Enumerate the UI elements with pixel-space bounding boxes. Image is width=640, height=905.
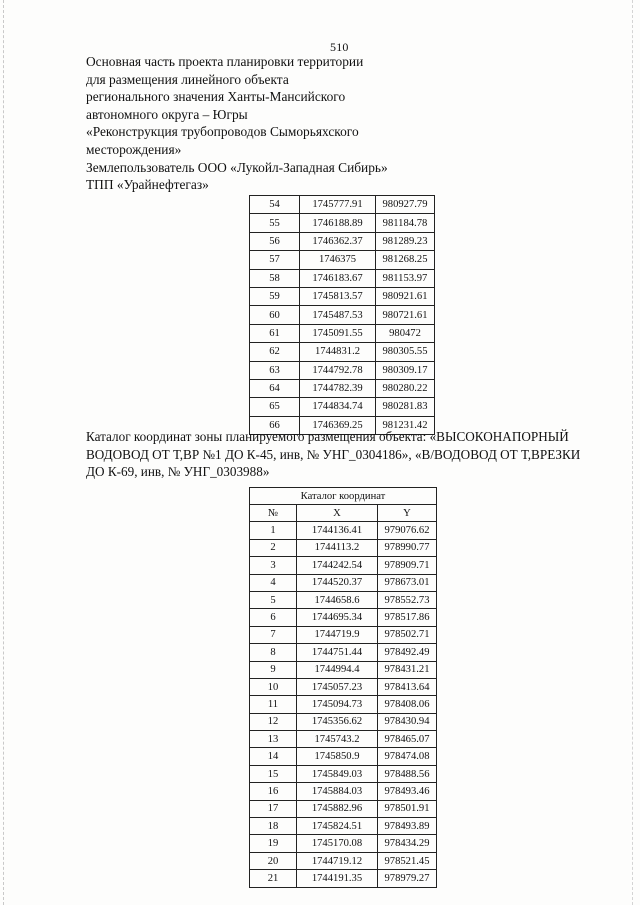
x-coordinate-cell: 1744994.4 <box>297 661 378 678</box>
header-line: Основная часть проекта планировки территории <box>86 54 364 69</box>
point-number-cell: 54 <box>250 196 300 214</box>
table-row <box>250 765 437 782</box>
point-number-cell: 20 <box>250 852 297 869</box>
y-coordinate-cell: 978430.94 <box>378 713 437 730</box>
table-row <box>250 696 437 713</box>
coordinates-table-continued <box>249 195 435 435</box>
point-number-cell: 58 <box>250 269 300 287</box>
point-number-cell: 7 <box>250 626 297 643</box>
header-line: для размещения линейного объекта <box>86 71 289 87</box>
x-coordinate-cell: 1745487.53 <box>300 306 376 324</box>
header-line: месторождения» <box>86 141 182 157</box>
table-row <box>250 287 435 305</box>
x-coordinate-cell: 1744719.9 <box>297 626 378 643</box>
table-row <box>250 306 435 324</box>
point-number-cell: 12 <box>250 713 297 730</box>
y-coordinate-cell: 978492.49 <box>378 644 437 661</box>
point-number-cell: 62 <box>250 343 300 361</box>
table-row <box>250 343 435 361</box>
y-coordinate-cell: 978474.08 <box>378 748 437 765</box>
point-number-cell: 21 <box>250 870 297 887</box>
x-coordinate-cell: 1744834.74 <box>300 398 376 416</box>
coordinates-catalog-table <box>249 487 437 888</box>
point-number-cell: 19 <box>250 835 297 852</box>
header-line: Землепользователь ООО «Лукойл-Западная Сибирь» <box>86 159 388 175</box>
x-coordinate-cell: 1745094.73 <box>297 696 378 713</box>
table-row <box>250 574 437 591</box>
table-row <box>250 522 437 539</box>
x-coordinate-cell: 1744191.35 <box>297 870 378 887</box>
table-row <box>250 818 437 835</box>
y-coordinate-cell: 981289.23 <box>376 232 435 250</box>
point-number-cell: 66 <box>250 416 300 434</box>
y-coordinate-cell: 978552.73 <box>378 591 437 608</box>
y-coordinate-cell: 978493.89 <box>378 818 437 835</box>
header-line: ТПП «Урайнефтегаз» <box>86 177 209 193</box>
table-row <box>250 361 435 379</box>
table-row <box>250 713 437 730</box>
x-coordinate-cell: 1746375 <box>300 251 376 269</box>
point-number-cell: 64 <box>250 379 300 397</box>
x-coordinate-cell: 1745777.91 <box>300 196 376 214</box>
x-coordinate-cell: 1745813.57 <box>300 287 376 305</box>
table-row <box>250 870 437 887</box>
table-title-row <box>250 488 437 505</box>
table-row <box>250 398 435 416</box>
point-number-cell: 2 <box>250 539 297 556</box>
x-coordinate-cell: 1745849.03 <box>297 765 378 782</box>
table-row <box>250 644 437 661</box>
table-row <box>250 232 435 250</box>
x-coordinate-cell: 1744792.78 <box>300 361 376 379</box>
document-header <box>86 53 446 194</box>
table-row <box>250 251 435 269</box>
y-coordinate-cell: 978502.71 <box>378 626 437 643</box>
table-row <box>250 661 437 678</box>
x-coordinate-cell: 1746369.25 <box>300 416 376 434</box>
column-header-number: № <box>250 505 297 522</box>
x-coordinate-cell: 1745824.51 <box>297 818 378 835</box>
table-title: Каталог координат <box>250 488 437 505</box>
y-coordinate-cell: 980472 <box>376 324 435 342</box>
y-coordinate-cell: 980309.17 <box>376 361 435 379</box>
point-number-cell: 5 <box>250 591 297 608</box>
x-coordinate-cell: 1744831.2 <box>300 343 376 361</box>
x-coordinate-cell: 1744719.12 <box>297 852 378 869</box>
catalog-caption: Каталог координат зоны планируемого размещения объекта: «ВЫСОКОНАПОРНЫЙ ВОДОВОД ОТ Т,ВР №1 ДО К-45, инв, № УНГ_0304186», «В/ВОДОВОД ОТ Т,ВРЕЗКИ ДО К-69, инв, № УНГ_0303988» <box>86 429 581 480</box>
y-coordinate-cell: 980921.61 <box>376 287 435 305</box>
y-coordinate-cell: 981268.25 <box>376 251 435 269</box>
table-row <box>250 269 435 287</box>
point-number-cell: 6 <box>250 609 297 626</box>
table-row <box>250 539 437 556</box>
y-coordinate-cell: 978431.21 <box>378 661 437 678</box>
table-row <box>250 196 435 214</box>
point-number-cell: 55 <box>250 214 300 232</box>
point-number-cell: 18 <box>250 818 297 835</box>
table-header-row <box>250 505 437 522</box>
y-coordinate-cell: 979076.62 <box>378 522 437 539</box>
column-header-y: Y <box>378 505 437 522</box>
x-coordinate-cell: 1745743.2 <box>297 731 378 748</box>
table-row <box>250 800 437 817</box>
point-number-cell: 9 <box>250 661 297 678</box>
point-number-cell: 8 <box>250 644 297 661</box>
y-coordinate-cell: 978673.01 <box>378 574 437 591</box>
y-coordinate-cell: 978434.29 <box>378 835 437 852</box>
header-line: автономного округа – Югры <box>86 106 248 122</box>
y-coordinate-cell: 978488.56 <box>378 765 437 782</box>
coordinates-table-body <box>250 196 435 435</box>
table-row <box>250 852 437 869</box>
table-row <box>250 835 437 852</box>
x-coordinate-cell: 1744751.44 <box>297 644 378 661</box>
x-coordinate-cell: 1744136.41 <box>297 522 378 539</box>
point-number-cell: 15 <box>250 765 297 782</box>
point-number-cell: 13 <box>250 731 297 748</box>
coordinates-catalog-body <box>250 522 437 887</box>
table-row <box>250 324 435 342</box>
y-coordinate-cell: 978501.91 <box>378 800 437 817</box>
point-number-cell: 16 <box>250 783 297 800</box>
table-row <box>250 783 437 800</box>
x-coordinate-cell: 1744782.39 <box>300 379 376 397</box>
header-line: регионального значения Ханты-Мансийского <box>86 89 346 105</box>
x-coordinate-cell: 1745884.03 <box>297 783 378 800</box>
point-number-cell: 3 <box>250 557 297 574</box>
x-coordinate-cell: 1746188.89 <box>300 214 376 232</box>
y-coordinate-cell: 980305.55 <box>376 343 435 361</box>
x-coordinate-cell: 1744658.6 <box>297 591 378 608</box>
y-coordinate-cell: 980721.61 <box>376 306 435 324</box>
point-number-cell: 60 <box>250 306 300 324</box>
point-number-cell: 1 <box>250 522 297 539</box>
column-header-x: X <box>297 505 378 522</box>
table-row <box>250 609 437 626</box>
x-coordinate-cell: 1745850.9 <box>297 748 378 765</box>
y-coordinate-cell: 981231.42 <box>376 416 435 434</box>
point-number-cell: 65 <box>250 398 300 416</box>
x-coordinate-cell: 1745170.08 <box>297 835 378 852</box>
header-line: «Реконструкция трубопроводов Сыморьяхского <box>86 124 359 140</box>
scan-edge-left <box>3 0 5 905</box>
point-number-cell: 10 <box>250 678 297 695</box>
y-coordinate-cell: 981184.78 <box>376 214 435 232</box>
x-coordinate-cell: 1744520.37 <box>297 574 378 591</box>
y-coordinate-cell: 978465.07 <box>378 731 437 748</box>
x-coordinate-cell: 1745356.62 <box>297 713 378 730</box>
y-coordinate-cell: 978979.27 <box>378 870 437 887</box>
y-coordinate-cell: 980927.79 <box>376 196 435 214</box>
point-number-cell: 17 <box>250 800 297 817</box>
x-coordinate-cell: 1745882.96 <box>297 800 378 817</box>
point-number-cell: 57 <box>250 251 300 269</box>
y-coordinate-cell: 978909.71 <box>378 557 437 574</box>
y-coordinate-cell: 978413.64 <box>378 678 437 695</box>
table-row <box>250 379 435 397</box>
y-coordinate-cell: 978990.77 <box>378 539 437 556</box>
x-coordinate-cell: 1745091.55 <box>300 324 376 342</box>
x-coordinate-cell: 1746362.37 <box>300 232 376 250</box>
point-number-cell: 61 <box>250 324 300 342</box>
point-number-cell: 63 <box>250 361 300 379</box>
point-number-cell: 59 <box>250 287 300 305</box>
y-coordinate-cell: 978517.86 <box>378 609 437 626</box>
y-coordinate-cell: 981153.97 <box>376 269 435 287</box>
y-coordinate-cell: 980280.22 <box>376 379 435 397</box>
point-number-cell: 56 <box>250 232 300 250</box>
x-coordinate-cell: 1744113.2 <box>297 539 378 556</box>
page-number: 510 <box>330 40 349 54</box>
table-row <box>250 731 437 748</box>
y-coordinate-cell: 978493.46 <box>378 783 437 800</box>
x-coordinate-cell: 1744242.54 <box>297 557 378 574</box>
table-row <box>250 678 437 695</box>
point-number-cell: 4 <box>250 574 297 591</box>
table-row <box>250 748 437 765</box>
table-row <box>250 214 435 232</box>
y-coordinate-cell: 978521.45 <box>378 852 437 869</box>
table-row <box>250 591 437 608</box>
x-coordinate-cell: 1746183.67 <box>300 269 376 287</box>
x-coordinate-cell: 1744695.34 <box>297 609 378 626</box>
x-coordinate-cell: 1745057.23 <box>297 678 378 695</box>
table-row <box>250 557 437 574</box>
point-number-cell: 11 <box>250 696 297 713</box>
y-coordinate-cell: 978408.06 <box>378 696 437 713</box>
y-coordinate-cell: 980281.83 <box>376 398 435 416</box>
table-row <box>250 626 437 643</box>
point-number-cell: 14 <box>250 748 297 765</box>
scan-edge-right <box>632 0 634 905</box>
